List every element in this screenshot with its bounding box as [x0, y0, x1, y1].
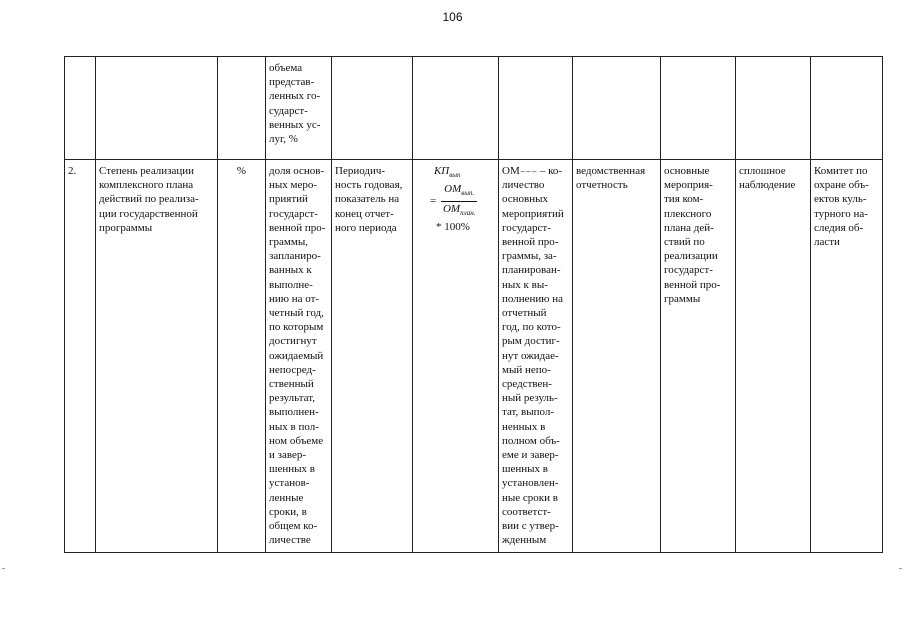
formula: $КП_{вып}$ = $\frac{ОМ_{вып.}}{ОМ_{план.}}$ * 100%: [430, 165, 476, 234]
table-cell-formula: [413, 160, 499, 553]
table-cell-periodicity: Периодич- ность годовая, показатель на конец отчет- ного периода: [332, 160, 413, 553]
table-row: [65, 57, 883, 160]
scan-mark: [899, 568, 902, 569]
table-row: [65, 160, 883, 553]
table-cell-indicator-name: Степень реализации комплексного плана действий по реализа- ции государственной программы: [96, 160, 218, 553]
table-cell: объема представ- ленных го- сударст- венных ус- луг, %: [266, 57, 332, 160]
table-cell: [499, 57, 573, 160]
table-cell: [332, 57, 413, 160]
table-cell-unit: %: [218, 160, 266, 553]
table-cell: [65, 57, 96, 160]
table-cell: [573, 57, 661, 160]
table-cell-coverage: сплошное наблюдение: [736, 160, 811, 553]
table-cell: [96, 57, 218, 160]
table-cell-responsible: Комитет по охране объ- ектов куль- турного на- следия об- ласти: [811, 160, 883, 553]
table-cell: [736, 57, 811, 160]
table-cell: [218, 57, 266, 160]
table-cell-variables: ОМ₋₋₋ – ко- личество основных мероприятий государст- венной про- граммы, за- планирован- ных к вы- полнению на отчетный год, по кото- рым достиг- нут ожидае- мый непо- средствен- ный резуль- тат, выпол- ненных в полном объ- еме и завер- шенных в установлен- ные сроки в соответст- вии с утвер- жденным: [499, 160, 573, 553]
table-cell: [811, 57, 883, 160]
indicator-table: [64, 56, 883, 553]
table-cell: [413, 57, 499, 160]
scan-mark: [2, 568, 5, 569]
table-cell-source: ведомственная отчетность: [573, 160, 661, 553]
page-number: 106: [442, 10, 463, 24]
table-cell-unit-of-observation: основные мероприя- тия ком- плексного плана дей- ствий по реализации государст- венной про- граммы: [661, 160, 736, 553]
table-cell-definition: доля основ- ных меро- приятий государст- венной про- граммы, запланиро- ванных к выполне- нию на от- четный год, по которым достигнут ожидаемый непосред- ственный результат, выполнен- ных в пол- ном объеме и завер- шенных в установ- ленные сроки, в общем ко- личестве: [266, 160, 332, 553]
table-cell: [661, 57, 736, 160]
table-cell-number: 2.: [65, 160, 96, 553]
